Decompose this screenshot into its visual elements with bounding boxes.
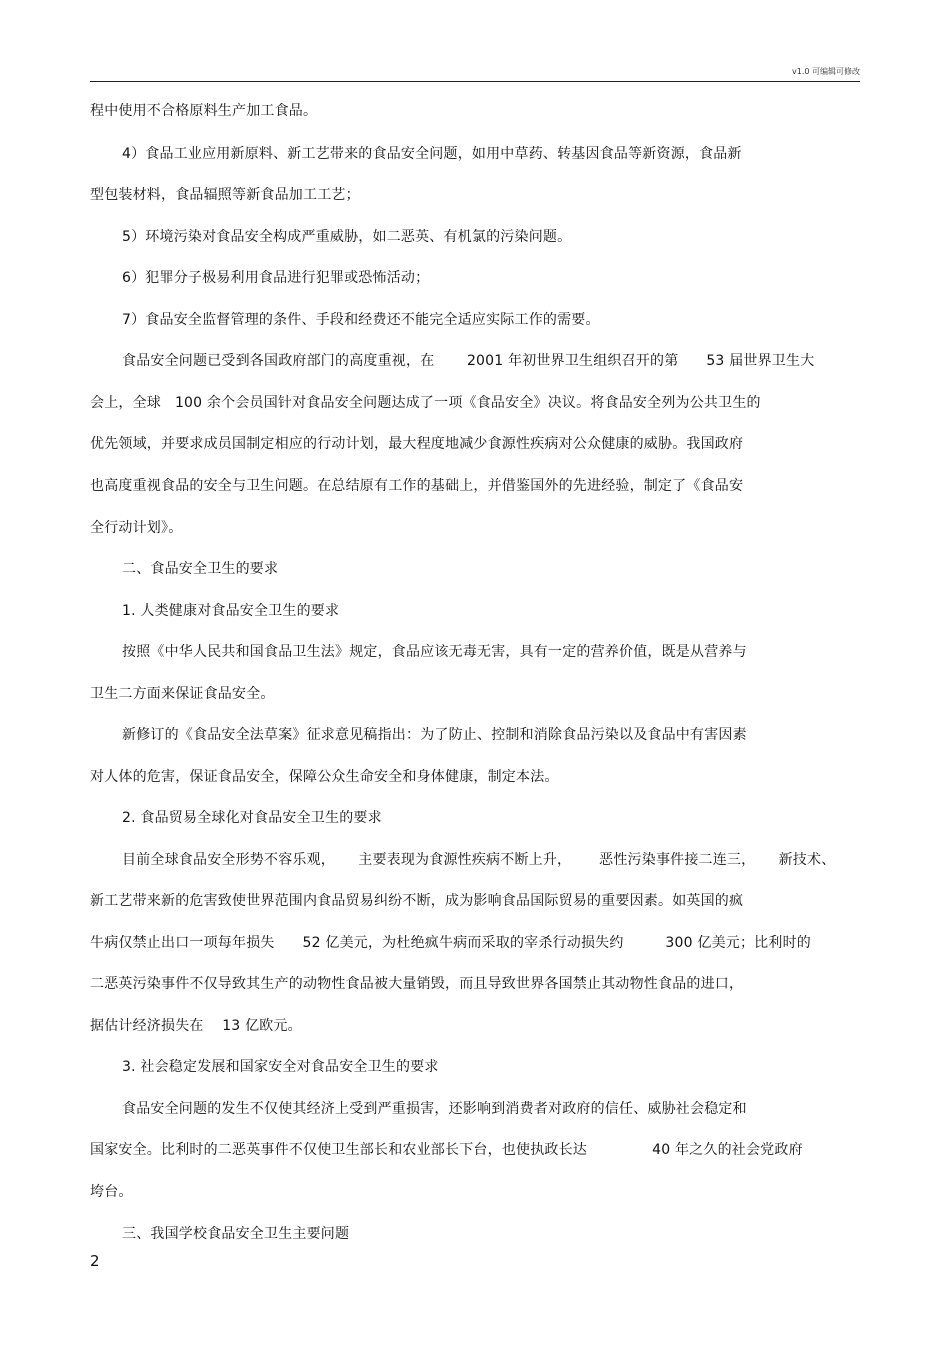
text-line: 程中使用不合格原料生产加工食品。 [90, 103, 318, 119]
text-line: 目前全球食品安全形势不容乐观， 主要表现为食源性疾病不断上升， 恶性污染事件接二连三， 新技术、 [122, 852, 836, 868]
text-line: 据估计经济损失在 13 亿欧元。 [90, 1018, 302, 1034]
text-line: 4）食品工业应用新原料、新工艺带来的食品安全问题，如用中草药、转基因食品等新资源，食品新 [122, 146, 742, 162]
text-line: 优先领域，并要求成员国制定相应的行动计划，最大程度地减少食源性疾病对公众健康的威胁。我国政府 [90, 436, 744, 452]
text-line: 对人体的危害，保证食品安全，保障公众生命安全和身体健康，制定本法。 [90, 769, 559, 785]
text-line: 6）犯罪分子极易利用食品进行犯罪或恐怖活动； [122, 270, 430, 286]
text-line: 新工艺带来新的危害致使世界范围内食品贸易纠纷不断，成为影响食品国际贸易的重要因素。如英国的疯 [90, 893, 744, 909]
text-line: 型包装材料，食品辐照等新食品加工工艺； [90, 187, 360, 203]
section-heading: 三、我国学校食品安全卫生主要问题 [122, 1226, 350, 1242]
text-line: 按照《中华人民共和国食品卫生法》规定，食品应该无毒无害，具有一定的营养价值，既是从营养与 [122, 644, 747, 660]
header-rule [90, 81, 860, 82]
subsection-heading: 1. 人类健康对食品安全卫生的要求 [122, 603, 340, 619]
text-line: 卫生二方面来保证食品安全。 [90, 686, 275, 702]
page-number: 2 [90, 1252, 100, 1270]
subsection-heading: 3. 社会稳定发展和国家安全对食品安全卫生的要求 [122, 1059, 439, 1075]
text-line: 国家安全。比利时的二恶英事件不仅使卫生部长和农业部长下台，也使执政长达 40 年之久的社会党政府 [90, 1142, 803, 1158]
text-line: 也高度重视食品的安全与卫生问题。在总结原有工作的基础上，并借鉴国外的先进经验，制定了《食品安 [90, 478, 744, 494]
text-line: 食品安全问题已受到各国政府部门的高度重视，在 2001 年初世界卫生组织召开的第 53 届世界卫生大 [122, 353, 815, 369]
text-line: 牛病仅禁止出口一项每年损失 52 亿美元，为杜绝疯牛病而采取的宰杀行动损失约 300 亿美元；比利时的 [90, 935, 811, 951]
text-line: 二恶英污染事件不仅导致其生产的动物性食品被大量销毁，而且导致世界各国禁止其动物性食品的进口， [90, 976, 744, 992]
header-note: v1.0 可编辑可修改 [792, 67, 860, 76]
subsection-heading: 2. 食品贸易全球化对食品安全卫生的要求 [122, 810, 382, 826]
text-line: 全行动计划》。 [90, 520, 183, 536]
text-line: 垮台。 [90, 1184, 133, 1200]
text-line: 新修订的《食品安全法草案》征求意见稿指出：为了防止、控制和消除食品污染以及食品中有害因素 [122, 727, 747, 743]
text-line: 会上，全球 100 余个会员国针对食品安全问题达成了一项《食品安全》决议。将食品安全列为公共卫生的 [90, 395, 761, 411]
text-line: 食品安全问题的发生不仅使其经济上受到严重损害，还影响到消费者对政府的信任、威胁社会稳定和 [122, 1101, 747, 1117]
text-line: 5）环境污染对食品安全构成严重威胁，如二恶英、有机氯的污染问题。 [122, 229, 572, 245]
text-line: 7）食品安全监督管理的条件、手段和经费还不能完全适应实际工作的需要。 [122, 312, 600, 328]
section-heading: 二、食品安全卫生的要求 [122, 561, 279, 577]
